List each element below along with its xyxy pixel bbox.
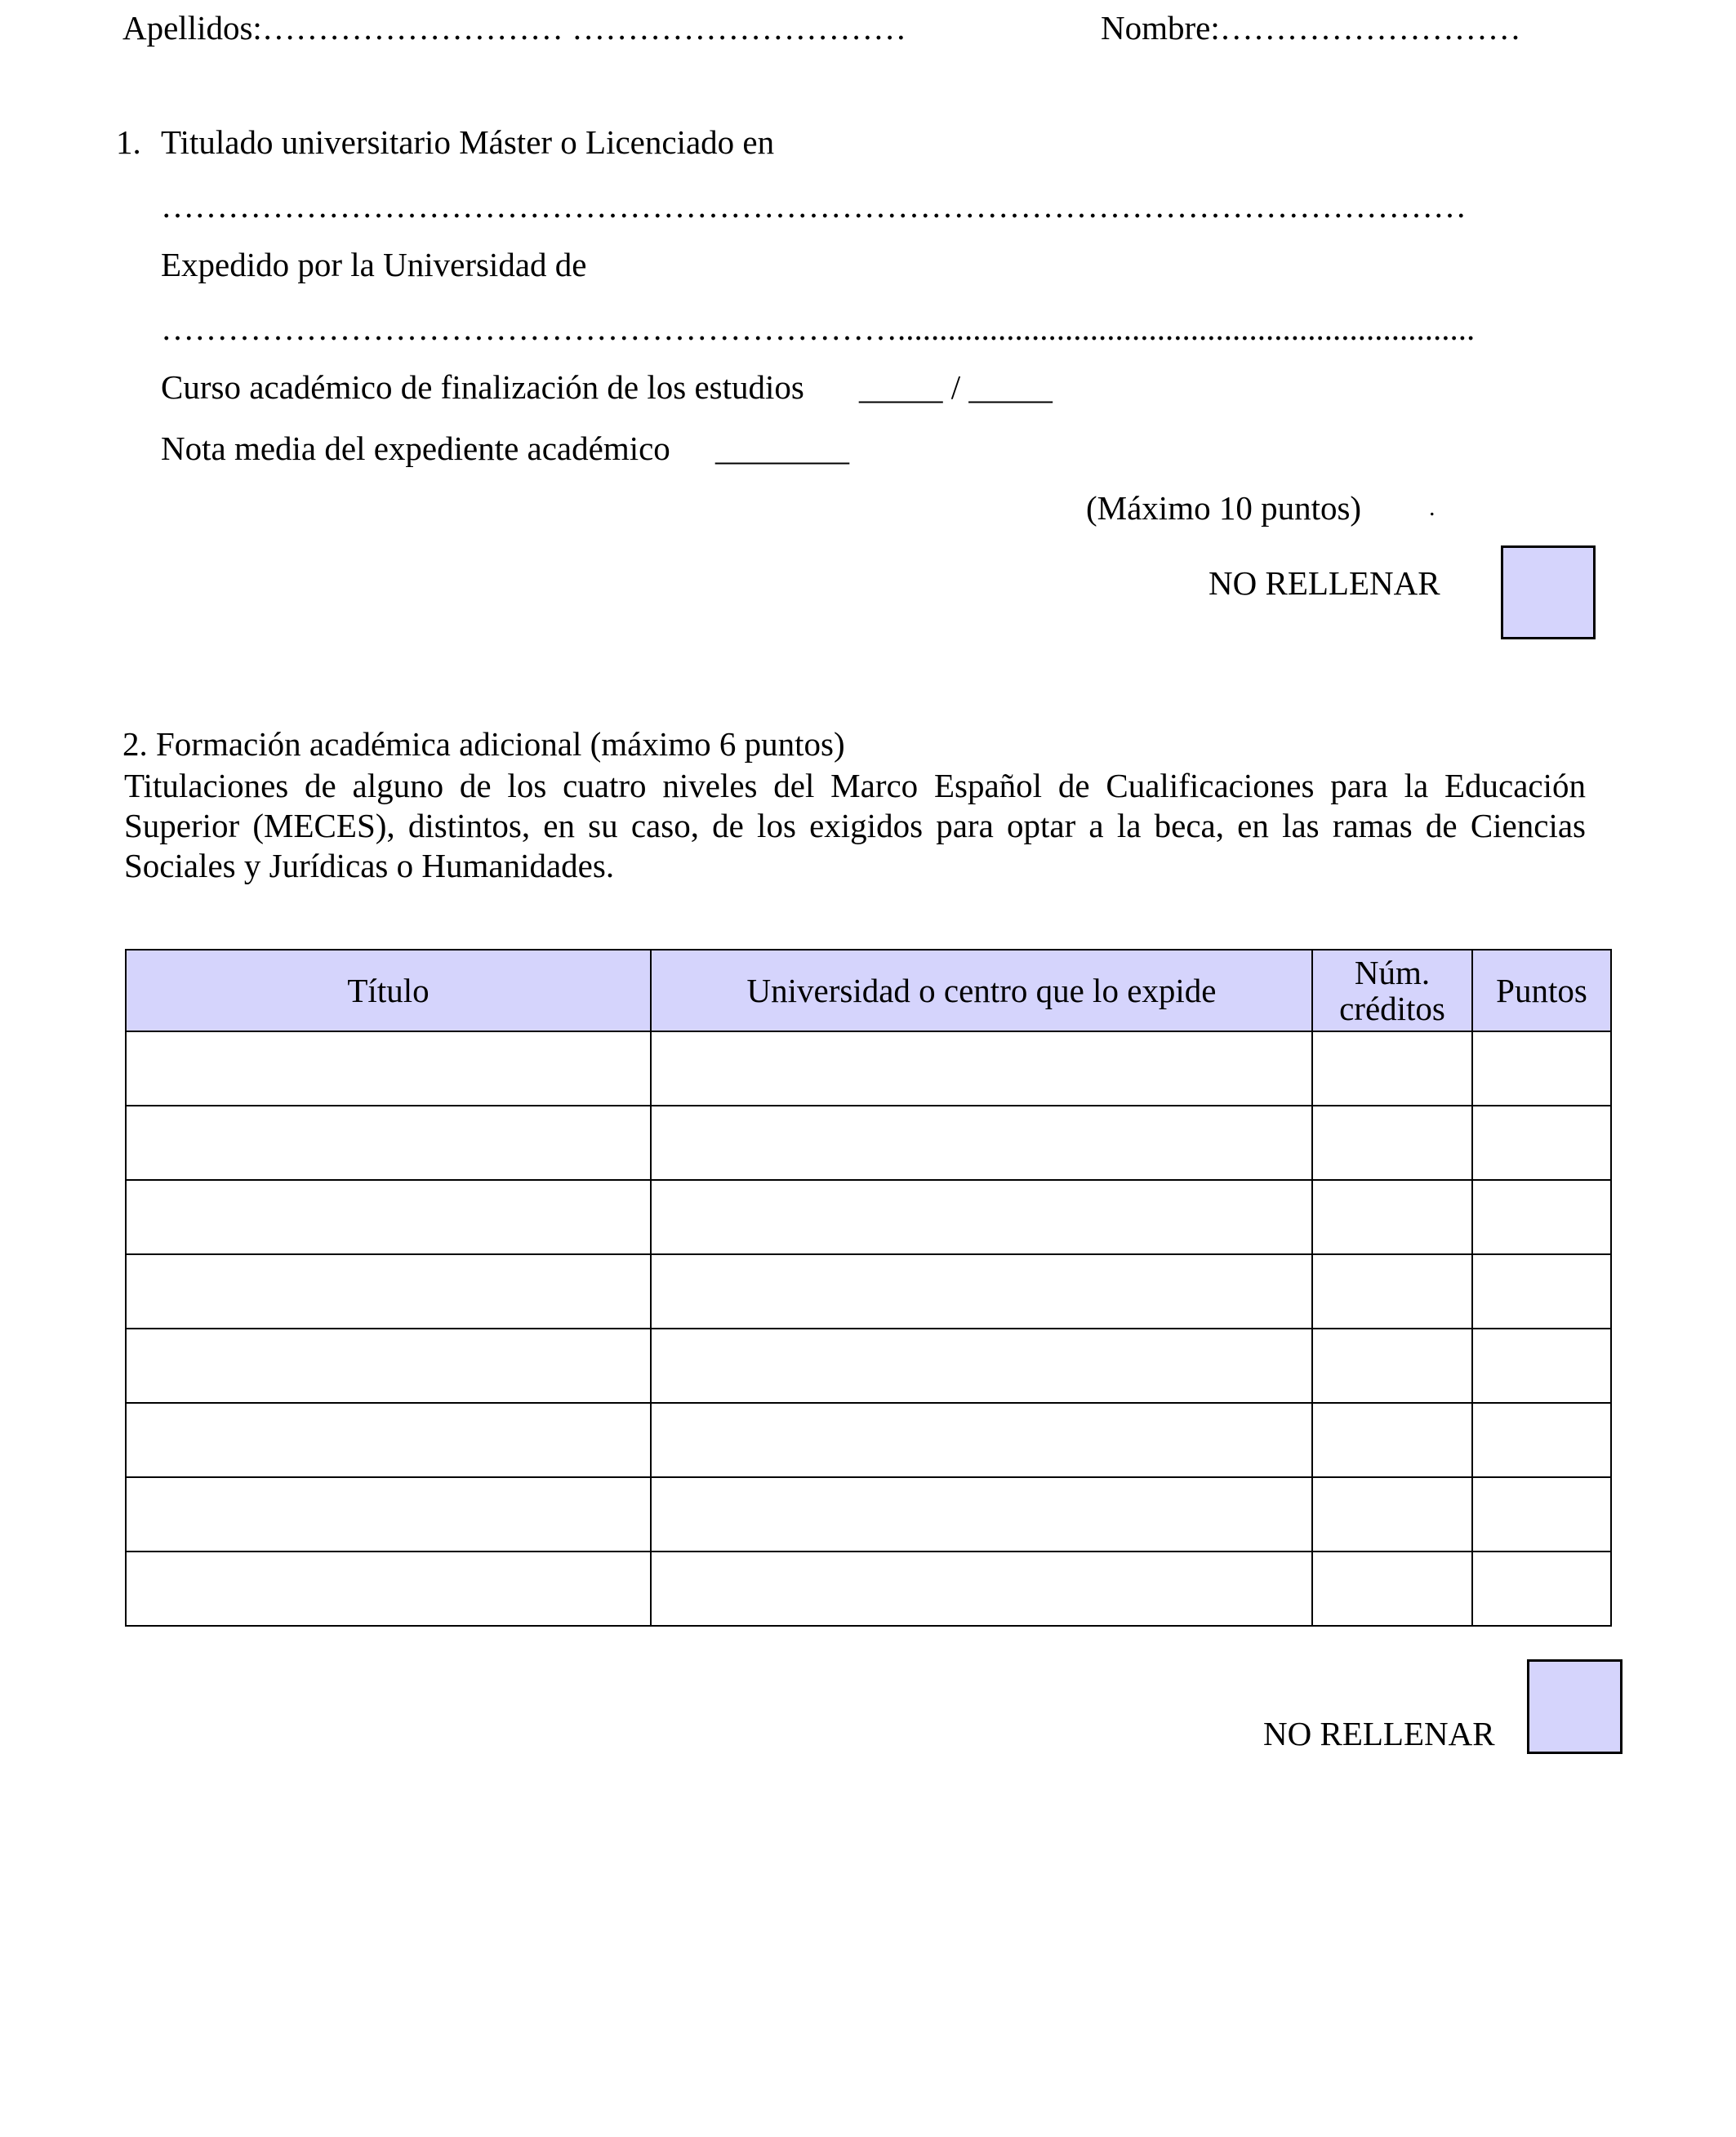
cell-puntos[interactable]: [1472, 1031, 1611, 1106]
no-rellenar-label-2: NO RELLENAR: [1263, 1715, 1495, 1752]
no-rellenar-label-1: NO RELLENAR: [1209, 564, 1440, 602]
cell-universidad[interactable]: [651, 1403, 1312, 1477]
table-row: [126, 1106, 1611, 1180]
cell-universidad[interactable]: [651, 1180, 1312, 1254]
section2-description: Titulaciones de alguno de los cuatro niveles del Marco Español de Cualificaciones para la Educación Superior (MECES), distintos, en su caso, de los exigidos para optar a la beca, en las ramas de Ciencias Sociales y Jurídicas o Humanidades.: [124, 767, 1586, 884]
cell-universidad[interactable]: [651, 1031, 1312, 1106]
cell-titulo[interactable]: [126, 1477, 651, 1552]
cell-puntos[interactable]: [1472, 1552, 1611, 1626]
cell-creditos[interactable]: [1312, 1329, 1472, 1403]
header-titulo: Título: [126, 950, 651, 1031]
cell-creditos[interactable]: [1312, 1552, 1472, 1626]
stray-dot: .: [1429, 494, 1436, 521]
cell-universidad[interactable]: [651, 1552, 1312, 1626]
cell-puntos[interactable]: [1472, 1180, 1611, 1254]
curso-label: Curso académico de finalización de los estudios: [161, 368, 804, 406]
table-row: [126, 1254, 1611, 1329]
cell-universidad[interactable]: [651, 1106, 1312, 1180]
cell-titulo[interactable]: [126, 1403, 651, 1477]
header-universidad: Universidad o centro que lo expide: [651, 950, 1312, 1031]
score-box-2: [1527, 1659, 1622, 1754]
cell-universidad[interactable]: [651, 1477, 1312, 1552]
table-row: [126, 1477, 1611, 1552]
cell-puntos[interactable]: [1472, 1254, 1611, 1329]
table-row: [126, 1552, 1611, 1626]
universidad-dots-field[interactable]: ………………………………………………………….....................................................................: [161, 309, 1476, 347]
table-row: [126, 1180, 1611, 1254]
curso-blank-field[interactable]: _____ / _____: [859, 368, 1053, 406]
cell-titulo[interactable]: [126, 1031, 651, 1106]
cell-creditos[interactable]: [1312, 1180, 1472, 1254]
cell-titulo[interactable]: [126, 1106, 651, 1180]
expedido-label: Expedido por la Universidad de: [161, 246, 587, 283]
table-row: [126, 1329, 1611, 1403]
header-creditos: Núm. créditos: [1312, 950, 1472, 1031]
apellidos-field[interactable]: [122, 8, 906, 47]
table-row: [126, 1031, 1611, 1106]
table-row: [126, 1403, 1611, 1477]
section2-title: 2. Formación académica adicional (máximo 6 puntos): [122, 725, 845, 763]
cell-creditos[interactable]: [1312, 1403, 1472, 1477]
nombre-label: Nombre:: [1101, 9, 1220, 47]
cell-creditos[interactable]: [1312, 1477, 1472, 1552]
cell-titulo[interactable]: [126, 1254, 651, 1329]
cell-universidad[interactable]: [651, 1329, 1312, 1403]
apellidos-label: Apellidos:: [122, 9, 262, 47]
table-header-row: [126, 950, 1611, 1031]
nombre-dots: ………………………: [1219, 9, 1521, 47]
cell-titulo[interactable]: [126, 1552, 651, 1626]
section1-title: Titulado universitario Máster o Licenciado en: [161, 123, 775, 161]
titles-table: [125, 949, 1612, 1627]
cell-titulo[interactable]: [126, 1180, 651, 1254]
section1-number: 1.: [116, 123, 141, 161]
header-puntos: Puntos: [1472, 950, 1611, 1031]
cell-puntos[interactable]: [1472, 1477, 1611, 1552]
cell-creditos[interactable]: [1312, 1254, 1472, 1329]
cell-puntos[interactable]: [1472, 1403, 1611, 1477]
max-note: (Máximo 10 puntos): [1086, 489, 1362, 527]
cell-universidad[interactable]: [651, 1254, 1312, 1329]
cell-creditos[interactable]: [1312, 1106, 1472, 1180]
titulo-dots-field[interactable]: ………………………………………………………………………………………………………: [161, 187, 1467, 225]
nombre-field[interactable]: [1101, 8, 1521, 47]
nota-label: Nota media del expediente académico: [161, 430, 670, 467]
apellidos-dots: ……………………… …………………………: [261, 9, 907, 47]
nota-blank-field[interactable]: ________: [715, 430, 849, 467]
cell-titulo[interactable]: [126, 1329, 651, 1403]
cell-puntos[interactable]: [1472, 1106, 1611, 1180]
cell-puntos[interactable]: [1472, 1329, 1611, 1403]
cell-creditos[interactable]: [1312, 1031, 1472, 1106]
score-box-1: [1501, 545, 1596, 639]
